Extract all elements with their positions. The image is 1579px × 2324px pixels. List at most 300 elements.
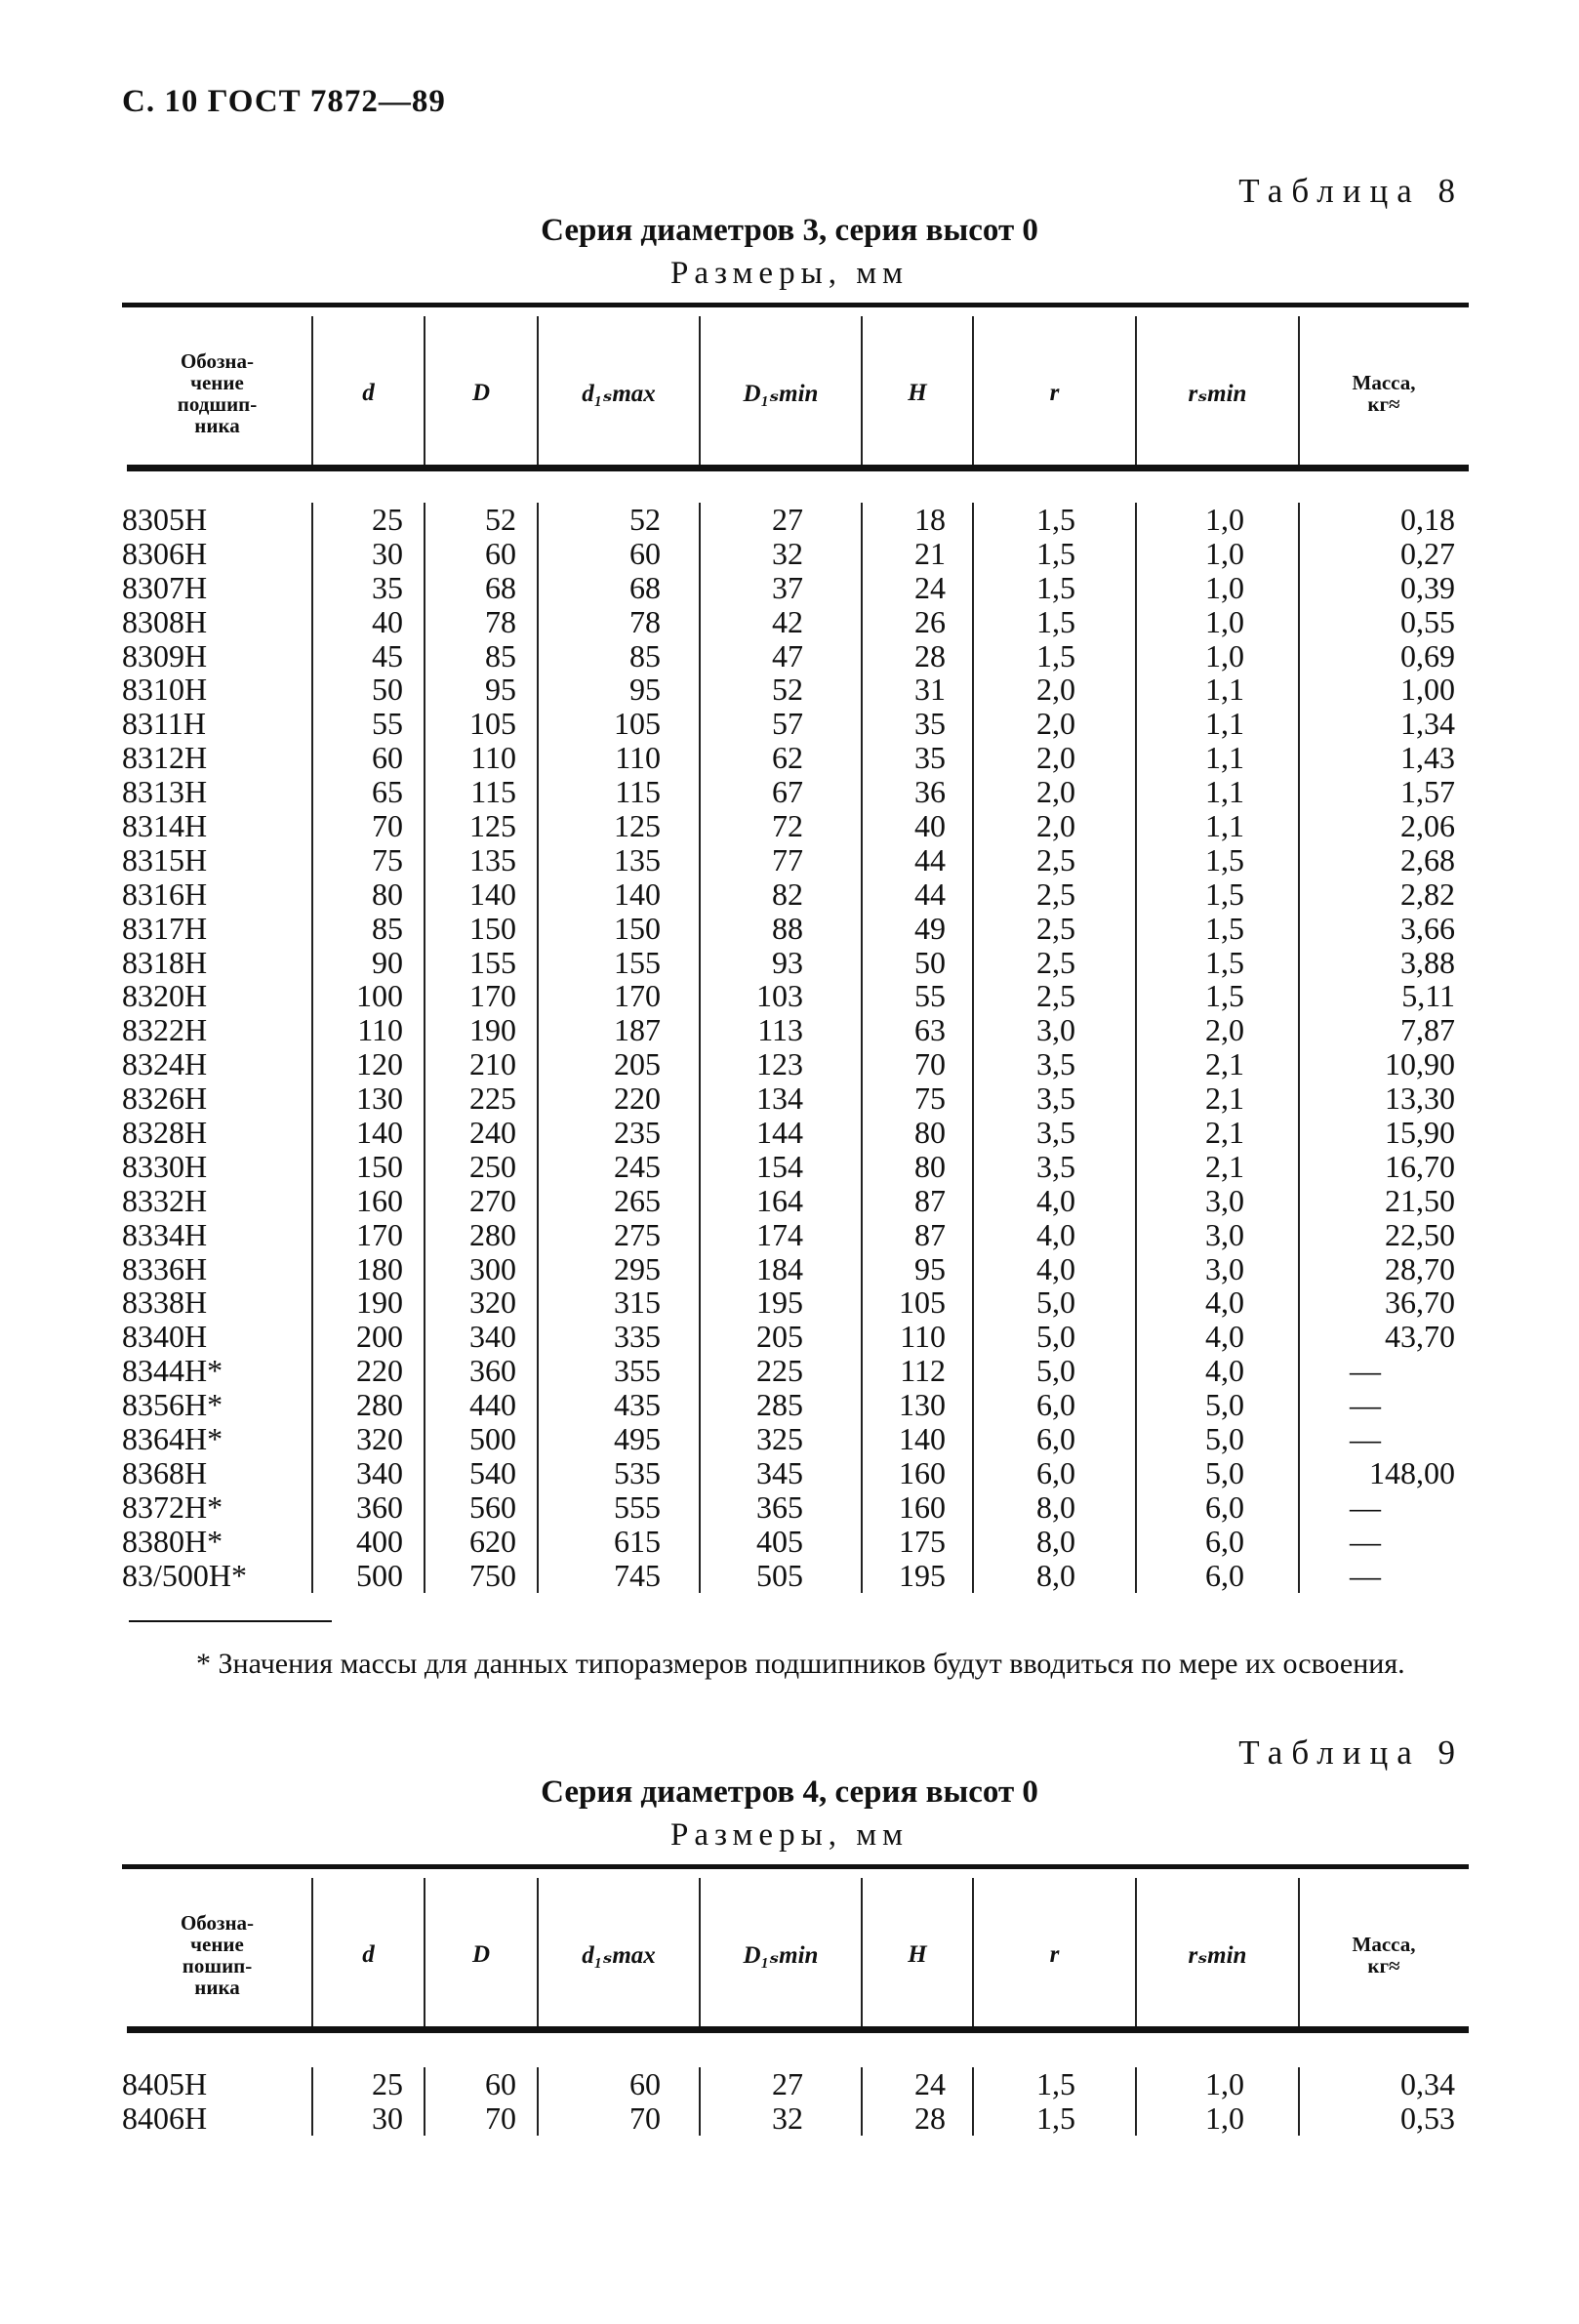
cell-D: 170: [469, 978, 516, 1014]
cell-D: 190: [469, 1012, 516, 1048]
cell-d1max: 135: [614, 841, 661, 877]
cell-D1min: 37: [772, 569, 803, 605]
cell-H: 40: [914, 808, 946, 844]
cell-d: 25: [372, 2066, 403, 2101]
cell-H: 160: [899, 1454, 946, 1490]
cell-r: 3,5: [1036, 1148, 1075, 1184]
cell-H: 130: [899, 1387, 946, 1423]
cell-H: 95: [914, 1250, 946, 1286]
cell-d: 90: [372, 944, 403, 980]
table9-header-rmin: rₛmin: [1136, 1878, 1299, 2032]
cell-designation: 8405Н: [122, 2066, 208, 2101]
cell-mass: 2,06: [1400, 808, 1455, 844]
cell-d: 340: [356, 1454, 403, 1490]
cell-mass: 13,30: [1385, 1080, 1455, 1117]
cell-rmin: 4,0: [1205, 1353, 1244, 1389]
cell-designation: 8310Н: [122, 672, 208, 708]
cell-D1min: 27: [772, 502, 803, 537]
cell-mass: 1,00: [1400, 672, 1455, 708]
cell-d: 100: [356, 978, 403, 1014]
cell-r: 1,5: [1036, 2100, 1075, 2136]
cell-r: 4,0: [1036, 1182, 1075, 1218]
table8-header-d1max: d₁ₛmax: [538, 316, 700, 470]
cell-r: 4,0: [1036, 1250, 1075, 1286]
cell-H: 87: [914, 1182, 946, 1218]
cell-rmin: 1,0: [1205, 2100, 1244, 2136]
cell-H: 35: [914, 706, 946, 742]
cell-D: 210: [469, 1046, 516, 1082]
cell-d1max: 295: [614, 1250, 661, 1286]
cell-D1min: 174: [756, 1216, 803, 1252]
page-header: С. 10 ГОСТ 7872—89: [122, 84, 446, 119]
cell-mass: 2,68: [1400, 841, 1455, 877]
table-row: [122, 1184, 1469, 1218]
cell-rmin: 1,1: [1205, 672, 1244, 708]
cell-designation: 8307Н: [122, 569, 208, 605]
cell-d1max: 110: [615, 740, 661, 776]
cell-rmin: 1,5: [1205, 841, 1244, 877]
cell-mass: 36,70: [1385, 1284, 1455, 1321]
table9-series-caption: Серия диаметров 4, серия высот 0: [541, 1774, 1038, 1810]
cell-D: 320: [469, 1284, 516, 1321]
table-row: [122, 1218, 1469, 1252]
cell-D: 440: [469, 1387, 516, 1423]
cell-rmin: 1,5: [1205, 876, 1244, 912]
cell-designation: 8311Н: [122, 706, 206, 742]
cell-rmin: 1,0: [1205, 637, 1244, 673]
cell-rmin: 1,0: [1205, 502, 1244, 537]
cell-designation: 8322Н: [122, 1012, 208, 1048]
table-row: [122, 1047, 1469, 1081]
cell-r: 1,5: [1036, 2066, 1075, 2101]
cell-d: 220: [356, 1353, 403, 1389]
cell-d: 80: [372, 876, 403, 912]
cell-D: 60: [485, 2066, 516, 2101]
cell-d: 170: [356, 1216, 403, 1252]
cell-D1min: 88: [772, 910, 803, 946]
table8: [122, 303, 1469, 1610]
cell-r: 2,0: [1036, 740, 1075, 776]
table9-header-H: H: [862, 1878, 973, 2032]
cell-D1min: 93: [772, 944, 803, 980]
cell-d: 45: [372, 637, 403, 673]
cell-d1max: 265: [614, 1182, 661, 1218]
cell-D1min: 82: [772, 876, 803, 912]
cell-d: 280: [356, 1387, 403, 1423]
cell-rmin: 1,0: [1205, 2066, 1244, 2101]
cell-r: 3,5: [1036, 1115, 1075, 1151]
cell-D1min: 285: [756, 1387, 803, 1423]
table-row: [122, 1081, 1469, 1116]
cell-H: 75: [914, 1080, 946, 1117]
cell-mass: 15,90: [1385, 1115, 1455, 1151]
cell-H: 31: [914, 672, 946, 708]
cell-mass: 7,87: [1400, 1012, 1455, 1048]
cell-rmin: 5,0: [1205, 1421, 1244, 1457]
cell-r: 5,0: [1036, 1353, 1075, 1389]
cell-mass: —: [1350, 1557, 1381, 1593]
cell-mass: 0,27: [1400, 535, 1455, 571]
cell-r: 3,5: [1036, 1080, 1075, 1117]
cell-r: 6,0: [1036, 1421, 1075, 1457]
table8-header-r: r: [973, 316, 1136, 470]
cell-D1min: 195: [756, 1284, 803, 1321]
cell-D: 95: [485, 672, 516, 708]
cell-d1max: 68: [629, 569, 661, 605]
cell-mass: —: [1350, 1523, 1381, 1559]
cell-rmin: 1,0: [1205, 603, 1244, 639]
cell-D: 85: [485, 637, 516, 673]
cell-d1max: 615: [614, 1523, 661, 1559]
cell-d: 70: [372, 808, 403, 844]
cell-designation: 8334Н: [122, 1216, 208, 1252]
cell-rmin: 1,5: [1205, 978, 1244, 1014]
cell-d1max: 85: [629, 637, 661, 673]
cell-r: 8,0: [1036, 1523, 1075, 1559]
cell-D1min: 113: [757, 1012, 803, 1048]
cell-designation: 8368Н: [122, 1454, 208, 1490]
cell-H: 28: [914, 2100, 946, 2136]
cell-d: 25: [372, 502, 403, 537]
cell-H: 105: [899, 1284, 946, 1321]
cell-d1max: 115: [615, 774, 661, 810]
cell-D: 52: [485, 502, 516, 537]
cell-r: 3,0: [1036, 1012, 1075, 1048]
cell-designation: 8356Н*: [122, 1387, 223, 1423]
cell-D: 560: [469, 1488, 516, 1525]
cell-D1min: 225: [756, 1353, 803, 1389]
cell-mass: 148,00: [1369, 1454, 1455, 1490]
cell-D: 68: [485, 569, 516, 605]
cell-designation: 8332Н: [122, 1182, 208, 1218]
cell-D1min: 184: [756, 1250, 803, 1286]
cell-mass: 0,69: [1400, 637, 1455, 673]
cell-D1min: 205: [756, 1319, 803, 1355]
table-row: [122, 741, 1469, 775]
cell-mass: 28,70: [1385, 1250, 1455, 1286]
cell-D: 750: [469, 1557, 516, 1593]
cell-designation: 8312Н: [122, 740, 208, 776]
cell-designation: 8364Н*: [122, 1421, 223, 1457]
cell-d1max: 335: [614, 1319, 661, 1355]
cell-H: 63: [914, 1012, 946, 1048]
cell-d: 30: [372, 535, 403, 571]
cell-r: 1,5: [1036, 502, 1075, 537]
table-row: [122, 503, 1469, 537]
cell-d1max: 315: [614, 1284, 661, 1321]
cell-H: 35: [914, 740, 946, 776]
cell-d1max: 150: [614, 910, 661, 946]
cell-H: 80: [914, 1115, 946, 1151]
cell-r: 5,0: [1036, 1319, 1075, 1355]
cell-D1min: 123: [756, 1046, 803, 1082]
cell-r: 4,0: [1036, 1216, 1075, 1252]
cell-D: 300: [469, 1250, 516, 1286]
cell-d1max: 105: [614, 706, 661, 742]
cell-H: 49: [914, 910, 946, 946]
table9-label: Таблица 9: [1238, 1733, 1464, 1772]
cell-H: 175: [899, 1523, 946, 1559]
cell-designation: 8309Н: [122, 637, 208, 673]
cell-d: 200: [356, 1319, 403, 1355]
footnote: * Значения массы для данных типоразмеров подшипников будут вводиться по мере их освоения.: [196, 1648, 1405, 1680]
table9-body: [122, 2067, 1469, 2136]
table-row: [122, 1252, 1469, 1286]
table9-units-caption: Размеры, мм: [669, 1817, 910, 1853]
cell-designation: 8326Н: [122, 1080, 208, 1117]
cell-r: 1,5: [1036, 569, 1075, 605]
cell-D: 340: [469, 1319, 516, 1355]
cell-H: 50: [914, 944, 946, 980]
cell-rmin: 1,0: [1205, 535, 1244, 571]
cell-d1max: 220: [614, 1080, 661, 1117]
cell-d: 110: [357, 1012, 403, 1048]
cell-r: 2,0: [1036, 706, 1075, 742]
cell-d: 190: [356, 1284, 403, 1321]
table-row: [122, 2067, 1469, 2101]
cell-d1max: 60: [629, 535, 661, 571]
cell-D1min: 32: [772, 535, 803, 571]
cell-D1min: 47: [772, 637, 803, 673]
cell-mass: 43,70: [1385, 1319, 1455, 1355]
cell-rmin: 2,0: [1205, 1012, 1244, 1048]
cell-rmin: 5,0: [1205, 1454, 1244, 1490]
cell-d: 65: [372, 774, 403, 810]
cell-d: 150: [356, 1148, 403, 1184]
cell-mass: 21,50: [1385, 1182, 1455, 1218]
cell-D1min: 325: [756, 1421, 803, 1457]
table8-header-D1min: D₁ₛmin: [700, 316, 862, 470]
cell-mass: 1,43: [1400, 740, 1455, 776]
cell-d: 360: [356, 1488, 403, 1525]
table9-header-D: D: [425, 1878, 538, 2032]
cell-D: 250: [469, 1148, 516, 1184]
cell-rmin: 6,0: [1205, 1488, 1244, 1525]
cell-designation: 8308Н: [122, 603, 208, 639]
cell-designation: 8328Н: [122, 1115, 208, 1151]
table-row: [122, 1013, 1469, 1047]
table-row: [122, 946, 1469, 980]
cell-D1min: 72: [772, 808, 803, 844]
cell-d1max: 435: [614, 1387, 661, 1423]
cell-designation: 8338Н: [122, 1284, 208, 1321]
cell-mass: 1,57: [1400, 774, 1455, 810]
cell-rmin: 2,1: [1205, 1046, 1244, 1082]
cell-H: 28: [914, 637, 946, 673]
cell-d1max: 125: [614, 808, 661, 844]
cell-d1max: 155: [614, 944, 661, 980]
cell-designation: 8324Н: [122, 1046, 208, 1082]
cell-r: 1,5: [1036, 535, 1075, 571]
cell-D1min: 345: [756, 1454, 803, 1490]
cell-D: 70: [485, 2100, 516, 2136]
cell-d: 160: [356, 1182, 403, 1218]
cell-designation: 8380Н*: [122, 1523, 223, 1559]
cell-r: 2,5: [1036, 841, 1075, 877]
cell-D: 140: [469, 876, 516, 912]
cell-designation: 8320Н: [122, 978, 208, 1014]
cell-d1max: 495: [614, 1421, 661, 1457]
cell-H: 26: [914, 603, 946, 639]
table8-body: [122, 503, 1469, 1593]
cell-d1max: 70: [629, 2100, 661, 2136]
cell-D: 105: [469, 706, 516, 742]
cell-designation: 8372Н*: [122, 1488, 223, 1525]
cell-D: 280: [469, 1216, 516, 1252]
table-row: [122, 1150, 1469, 1184]
cell-D: 135: [469, 841, 516, 877]
cell-d1max: 245: [614, 1148, 661, 1184]
cell-H: 87: [914, 1216, 946, 1252]
table-row: [122, 1320, 1469, 1354]
cell-r: 2,5: [1036, 876, 1075, 912]
cell-H: 55: [914, 978, 946, 1014]
cell-D1min: 405: [756, 1523, 803, 1559]
table-row: [122, 1525, 1469, 1559]
cell-D: 150: [469, 910, 516, 946]
table-row: [122, 877, 1469, 912]
cell-r: 8,0: [1036, 1488, 1075, 1525]
cell-D1min: 27: [772, 2066, 803, 2101]
cell-d1max: 78: [629, 603, 661, 639]
cell-d: 140: [356, 1115, 403, 1151]
cell-d1max: 275: [614, 1216, 661, 1252]
cell-D1min: 103: [756, 978, 803, 1014]
cell-rmin: 3,0: [1205, 1250, 1244, 1286]
table9-header-designation: Обозна- чение пошип- ника: [180, 1911, 255, 1999]
cell-D1min: 144: [756, 1115, 803, 1151]
cell-designation: 8344Н*: [122, 1353, 223, 1389]
cell-H: 36: [914, 774, 946, 810]
cell-H: 21: [914, 535, 946, 571]
cell-d1max: 187: [614, 1012, 661, 1048]
cell-rmin: 4,0: [1205, 1319, 1244, 1355]
cell-H: 110: [900, 1319, 946, 1355]
cell-designation: 8340Н: [122, 1319, 208, 1355]
table-row: [122, 843, 1469, 877]
cell-d: 40: [372, 603, 403, 639]
cell-D: 540: [469, 1454, 516, 1490]
table-row: [122, 1285, 1469, 1320]
table8-header-D: D: [425, 316, 538, 470]
cell-D: 225: [469, 1080, 516, 1117]
cell-d1max: 170: [614, 978, 661, 1014]
cell-rmin: 1,1: [1205, 706, 1244, 742]
cell-D1min: 62: [772, 740, 803, 776]
cell-r: 2,5: [1036, 910, 1075, 946]
cell-D: 270: [469, 1182, 516, 1218]
cell-H: 160: [899, 1488, 946, 1525]
cell-d1max: 60: [629, 2066, 661, 2101]
cell-designation: 8316Н: [122, 876, 208, 912]
cell-mass: 5,11: [1401, 978, 1455, 1014]
table9-header-mass: Масса, кг≈: [1299, 1878, 1469, 2032]
cell-rmin: 5,0: [1205, 1387, 1244, 1423]
table-row: [122, 809, 1469, 843]
table9-header-D1min: D₁ₛmin: [700, 1878, 862, 2032]
cell-r: 2,0: [1036, 774, 1075, 810]
table8-header-H: H: [862, 316, 973, 470]
cell-mass: 0,39: [1400, 569, 1455, 605]
cell-D: 360: [469, 1353, 516, 1389]
cell-mass: 0,53: [1400, 2100, 1455, 2136]
table-row: [122, 673, 1469, 707]
cell-d: 75: [372, 841, 403, 877]
cell-H: 195: [899, 1557, 946, 1593]
table8-header-mass: Масса, кг≈: [1299, 316, 1469, 470]
cell-D: 620: [469, 1523, 516, 1559]
cell-d1max: 140: [614, 876, 661, 912]
cell-D: 60: [485, 535, 516, 571]
cell-H: 112: [900, 1353, 946, 1389]
cell-mass: 22,50: [1385, 1216, 1455, 1252]
table-row: [122, 1116, 1469, 1150]
cell-H: 70: [914, 1046, 946, 1082]
footnote-divider: [129, 1620, 332, 1622]
cell-designation: 8306Н: [122, 535, 208, 571]
cell-d: 55: [372, 706, 403, 742]
cell-rmin: 2,1: [1205, 1148, 1244, 1184]
cell-D1min: 154: [756, 1148, 803, 1184]
cell-d1max: 235: [614, 1115, 661, 1151]
cell-designation: 83/500Н*: [122, 1557, 247, 1593]
cell-D: 240: [469, 1115, 516, 1151]
cell-H: 24: [914, 2066, 946, 2101]
cell-D: 155: [469, 944, 516, 980]
table-row: [122, 979, 1469, 1013]
cell-r: 1,5: [1036, 603, 1075, 639]
table-row: [122, 605, 1469, 639]
cell-designation: 8315Н: [122, 841, 208, 877]
cell-rmin: 2,1: [1205, 1080, 1244, 1117]
table-row: [122, 1388, 1469, 1422]
table-row: [122, 1559, 1469, 1593]
table8-units-caption: Размеры, мм: [669, 256, 910, 291]
cell-mass: 0,34: [1400, 2066, 1455, 2101]
table-row: [122, 707, 1469, 741]
cell-mass: —: [1350, 1387, 1381, 1423]
cell-D1min: 57: [772, 706, 803, 742]
table8-header-designation: Обозна- чение подшип- ника: [177, 349, 258, 437]
cell-designation: 8313Н: [122, 774, 208, 810]
cell-rmin: 3,0: [1205, 1216, 1244, 1252]
cell-D: 125: [469, 808, 516, 844]
cell-d1max: 205: [614, 1046, 661, 1082]
cell-d: 180: [356, 1250, 403, 1286]
cell-D1min: 42: [772, 603, 803, 639]
cell-d1max: 535: [614, 1454, 661, 1490]
table-row: [122, 1422, 1469, 1456]
table9-header-r: r: [973, 1878, 1136, 2032]
cell-d: 50: [372, 672, 403, 708]
cell-mass: 3,66: [1400, 910, 1455, 946]
table-row: [122, 2101, 1469, 2136]
cell-rmin: 1,1: [1205, 774, 1244, 810]
cell-r: 5,0: [1036, 1284, 1075, 1321]
cell-rmin: 6,0: [1205, 1557, 1244, 1593]
cell-mass: —: [1350, 1353, 1381, 1389]
table9-header-d1max: d₁ₛmax: [538, 1878, 700, 2032]
cell-mass: —: [1350, 1421, 1381, 1457]
cell-d: 85: [372, 910, 403, 946]
cell-r: 2,0: [1036, 808, 1075, 844]
cell-designation: 8318Н: [122, 944, 208, 980]
cell-D1min: 164: [756, 1182, 803, 1218]
cell-D1min: 52: [772, 672, 803, 708]
cell-H: 18: [914, 502, 946, 537]
cell-designation: 8305Н: [122, 502, 208, 537]
cell-D: 500: [469, 1421, 516, 1457]
